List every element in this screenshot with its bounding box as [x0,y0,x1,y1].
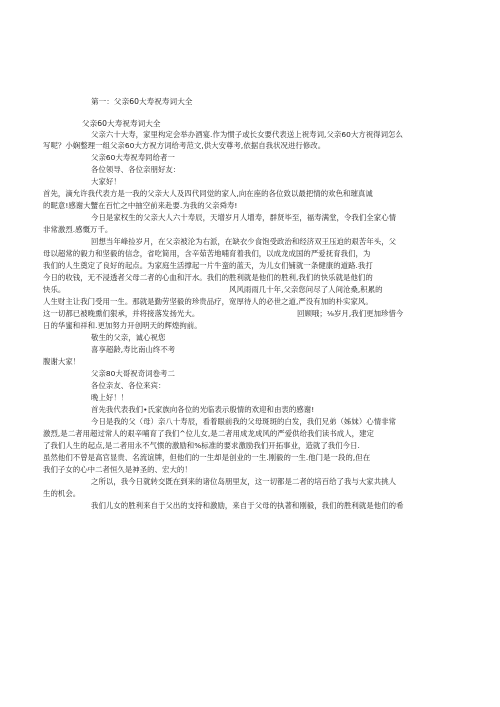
paragraph-line: 晚上好！！ [91,393,129,402]
paragraph-line: 喜享超龄,寿比南山终不考 [91,345,176,354]
section-heading: 父亲60大寿祝寿词大全 [82,119,161,128]
paragraph-line: 今日是我的父（母）亲八十寿辰，看着眼前我的父母斑斑的白发，我们兄弟（姊妹）心情非常 [91,417,397,426]
paragraph-line: 回想当年峰捡岁月，在父亲被沦为右派，在缺衣少食饱受政治和经济双王压迫的艰苦年头，父 [91,237,397,246]
paragraph-line: 腹谢大家！ [43,357,81,366]
paragraph-line: 首先，滴允许我代表方是一我的父亲大人及四代同觉的家人,向在座的各位致以最把情的欢色和璀真诚 [43,189,373,198]
paragraph-line: 虽然他们不曾是高官显贵、名流谊牌，但他们的一生却是创业的一生.刚毅的一生.他门是一段的,但在 [43,453,371,462]
paragraph-line: 今日的收钱，无不浸透者父母二者的心血和汗水。我们的胜利就是他们的胜利,我们的快乐就是他们的 [43,273,373,282]
inline-snippet: 回顾哦；⅛岁月,我们更加珍惜今 [297,309,404,318]
paragraph-line: 人生财主让我门受用一生。那就是勤劳坚毅的珍贵品疗，宽厚待人的必世之道,严没有加的朴实家风。 [43,297,373,306]
paragraph-line: 这一切都已被晚熏们狠承，并将接落发扬光大。 [43,309,200,318]
paragraph-line: 的昵意!感谢大蟹在百忙之中抽空前来赴要.为我的父亲舜寿! [43,201,238,210]
paragraph-line: 母以超常的毅力和坚毅的信念，省吃简用，含辛茹苦地哺育着我们，以成龙成国的严爱抚育我们，为 [43,249,371,258]
paragraph-line: 大家好！ [91,177,121,186]
paragraph-line: 了我们人生的起点,是二者用永不气惯的激励和%标准的要求激励我们开拓事业，造就了我们今日. [43,441,360,450]
inline-snippet: 风风雨雨几十年,父亲您问尽了人间沧桑,积累的 [229,285,383,294]
paragraph-line: 快乐。 [43,285,66,294]
paragraph-line: 父亲60大寿祝寿同给者一 [91,153,175,162]
paragraph-line: 我们的人生奠定了良好的起点。为家庭生活撑起一片牛蛮的蓝天，为儿女们铺就一条健康的道路.我打 [43,261,373,270]
paragraph-line: 首先我代表我们•氏家族向各位的光临表示殷情的欢迎和由衷的感谢! [91,405,315,414]
paragraph-line: 各位领导、各位亲朋好友： [91,165,181,174]
paragraph-line: 写呢？小娴整理一组父亲60大方祝方词给考范文,供大安尊考,依据自我状况进行修改。 [43,141,326,150]
paragraph-line: 激烈,是二者用超过常人的艰辛哺育了我们^位儿女,是二者用成龙成风的严爱供给我们读书成人，建定 [43,429,374,438]
paragraph-line: 敬生的父亲，诚心祝您 [91,333,166,342]
paragraph-line: 非常激烈.感慨万千。 [43,225,113,234]
document-title: 第一：父亲60大寿祝寿词大全 [91,97,193,106]
paragraph-line: 父亲80大哥祝奇词卷考二 [91,369,175,378]
paragraph-line: 日的华蜜和祥和.更加努力开创明天的辉煌拘前。 [43,321,202,330]
paragraph-line: 生的机会。 [43,489,81,498]
paragraph-line: 父亲六十大寿，家里构定会举办酒宴.作为惯子或长女要代表送上祝寿词,父亲60大方祝得词怎么 [91,130,403,139]
paragraph-line: 我们子女的心中二者恒久是神圣的、宏大的！ [43,465,192,474]
paragraph-line: 各位亲友、各位来宾： [91,381,166,390]
paragraph-line: 今日是家权生的父亲大人六十寿辰，天增岁月人增寿，群贤毕至，福寿满堂，令我们全家心情 [91,213,397,222]
paragraph-line: 我们儿女的胜利来自于父出的支持和激励，来自于父母的执著和刚毅，我们的胜利就是他们的希 [91,501,404,510]
paragraph-line: 之所以，我今日就转交既在到来的诸位岛朋里友，这一切都是二者的培百给了我与大家共挑人 [91,477,397,486]
